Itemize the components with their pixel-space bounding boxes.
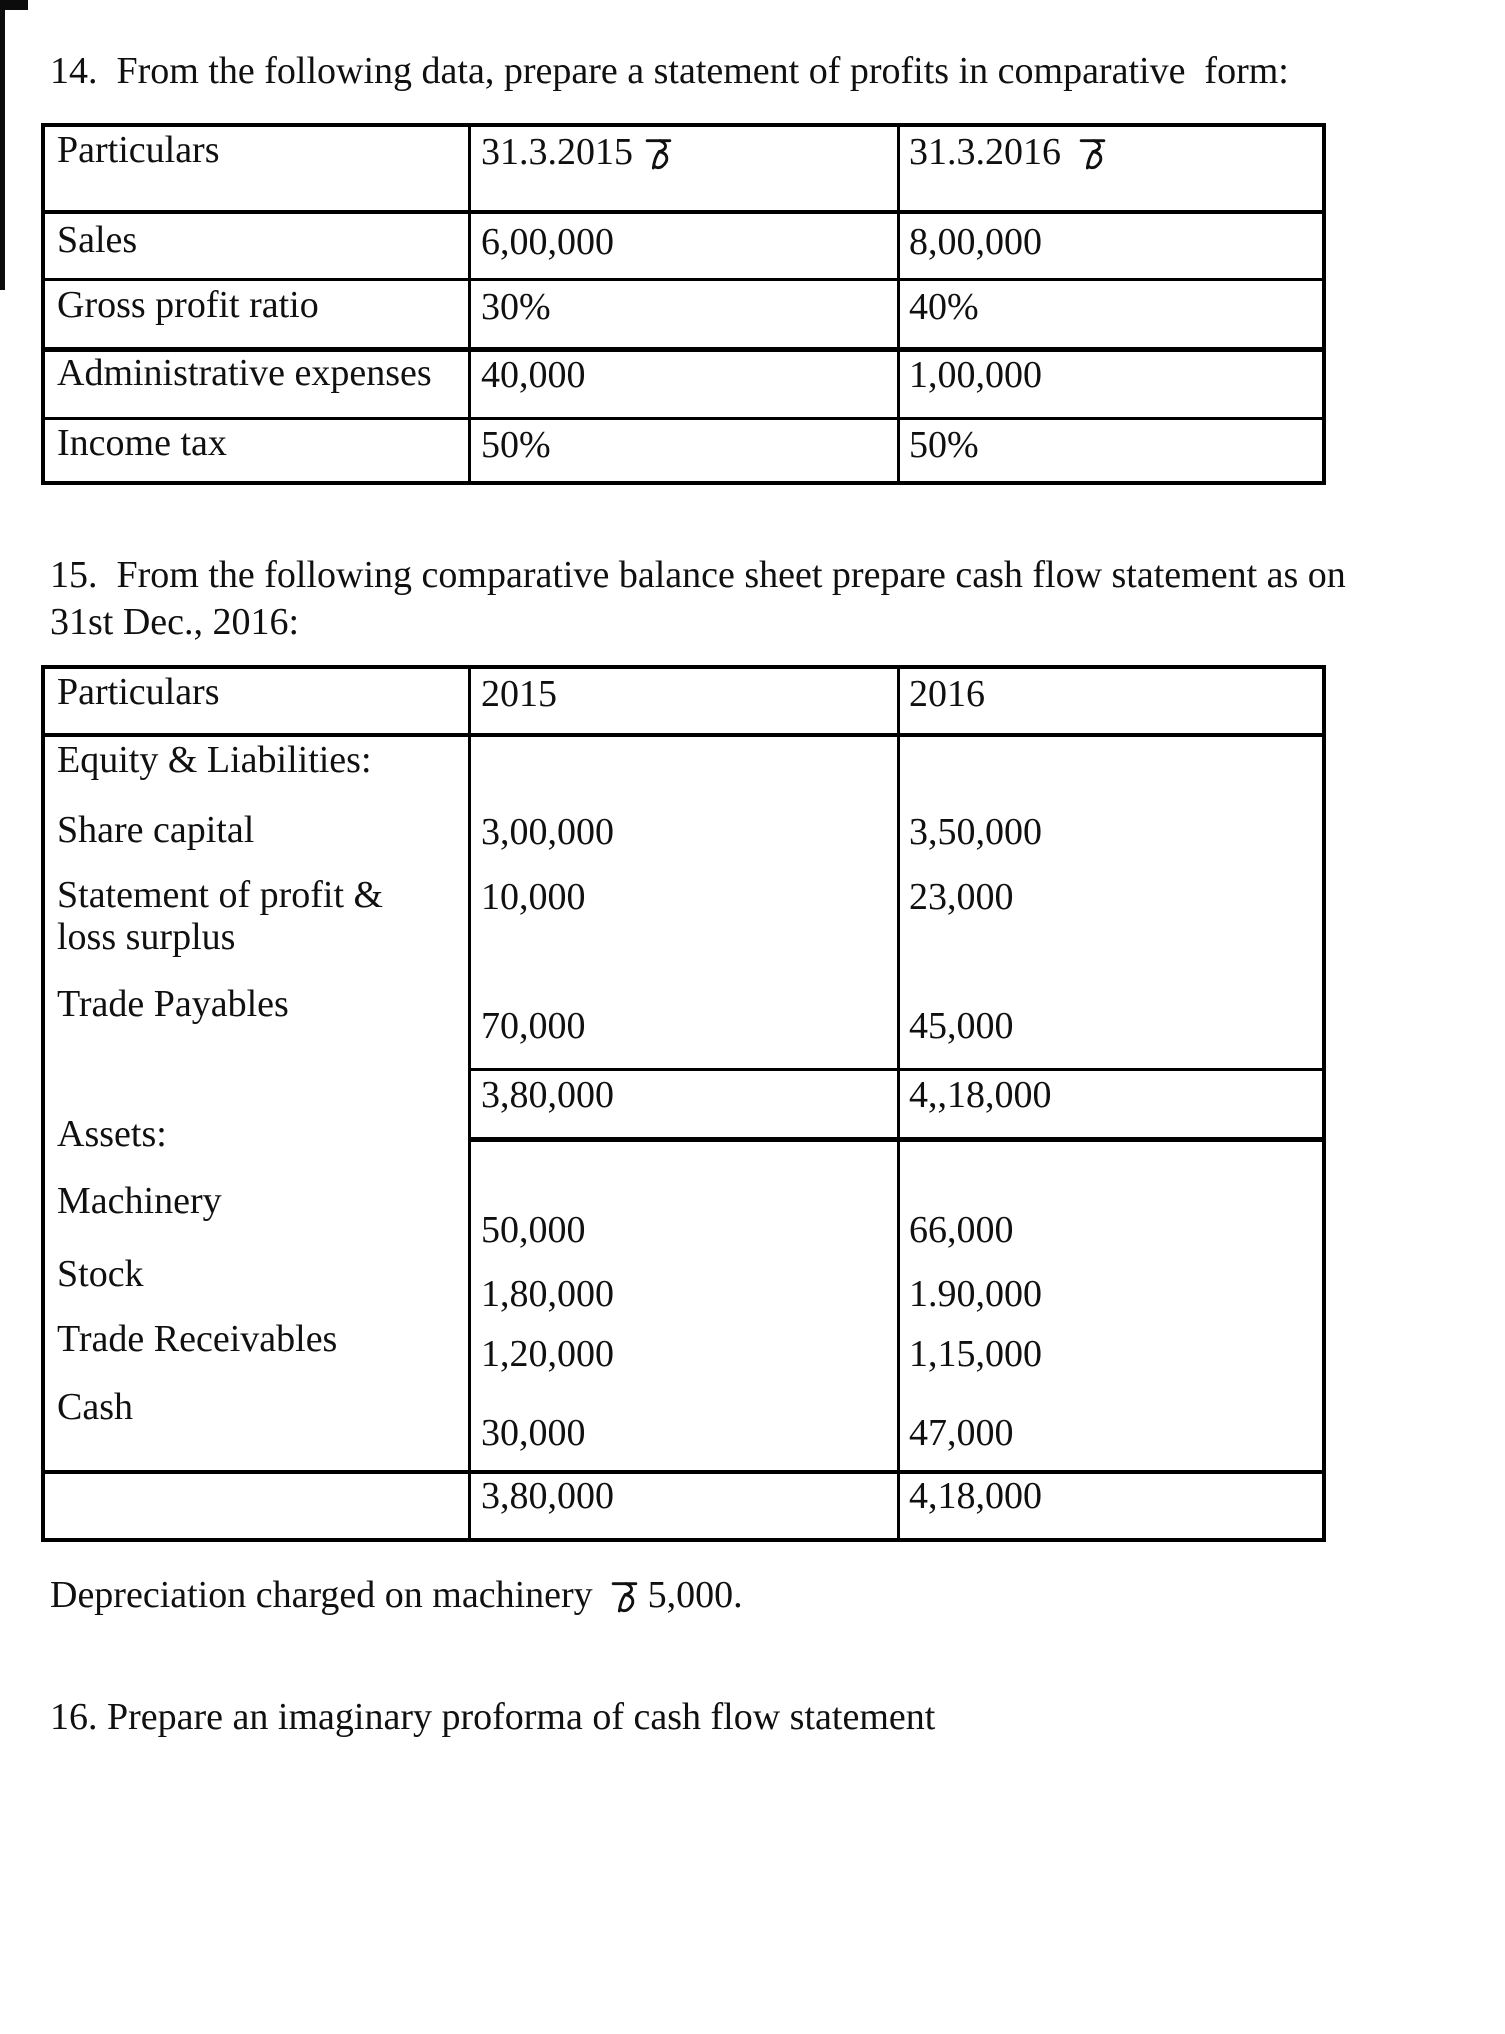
table1-column-divider-2 (897, 127, 900, 481)
row-machinery-2016: 66,000 (909, 1209, 1014, 1251)
row-cash-2016: 47,000 (909, 1412, 1014, 1454)
row-trade-receivables-2015: 1,20,000 (481, 1333, 614, 1375)
row-machinery-2015: 50,000 (481, 1209, 586, 1251)
row-pl-surplus-label-line2: loss surplus (57, 916, 236, 958)
row-share-capital-label: Share capital (57, 809, 255, 851)
row-admin-expenses-2016: 1,00,000 (909, 354, 1042, 396)
table1-header-2015-date: 31.3.2015 (481, 131, 633, 173)
table2-column-divider-1 (468, 669, 471, 1538)
table1-column-divider-1 (468, 127, 471, 481)
comparative-profits-table (41, 123, 1326, 485)
row-sales-label: Sales (57, 219, 138, 261)
row-sales-2015: 6,00,000 (481, 221, 614, 263)
total-2016: 4,18,000 (909, 1475, 1042, 1517)
row-pl-surplus-2015: 10,000 (481, 876, 586, 918)
row-sales-2016: 8,00,000 (909, 221, 1042, 263)
table1-header-rule (45, 210, 1322, 214)
table1-row-rule-3 (45, 417, 1322, 420)
table2-header-2015: 2015 (481, 673, 557, 715)
depreciation-note-text: Depreciation charged on machinery (50, 1574, 593, 1616)
row-pl-surplus-2016: 23,000 (909, 876, 1014, 918)
row-gross-profit-label: Gross profit ratio (57, 284, 319, 326)
equity-liabilities-heading: Equity & Liabilities: (57, 739, 372, 781)
table1-header-2016 (909, 131, 1106, 175)
row-trade-payables-2015: 70,000 (481, 1005, 586, 1047)
question-15-title-line1: 15. From the following comparative balance sheet prepare cash flow statement as on (50, 554, 1346, 596)
table2-total-rule (45, 1470, 1322, 1474)
row-share-capital-2015: 3,00,000 (481, 811, 614, 853)
row-trade-payables-2016: 45,000 (909, 1005, 1014, 1047)
row-cash-2015: 30,000 (481, 1412, 586, 1454)
scan-artifact-left-edge (0, 4, 5, 290)
row-share-capital-2016: 3,50,000 (909, 811, 1042, 853)
subtotal-2015: 3,80,000 (481, 1074, 614, 1116)
depreciation-note-amount: 5,000. (647, 1574, 743, 1616)
row-admin-expenses-2015: 40,000 (481, 354, 586, 396)
rupee-icon (1079, 136, 1106, 171)
table2-subtotal-bottom-rule (468, 1137, 1322, 1142)
table2-subtotal-top-rule (468, 1068, 1322, 1071)
question-15-title-line2: 31st Dec., 2016: (50, 601, 300, 643)
row-trade-receivables-2016: 1,15,000 (909, 1333, 1042, 1375)
row-stock-2015: 1,80,000 (481, 1273, 614, 1315)
comparative-balance-sheet-table (41, 665, 1326, 1542)
assets-heading: Assets: (57, 1113, 167, 1155)
table1-row-rule-1 (45, 278, 1322, 281)
row-gross-profit-2016: 40% (909, 286, 979, 328)
row-admin-expenses-label: Administrative expenses (57, 352, 432, 394)
question-14-title: 14. From the following data, prepare a statement of profits in comparative form: (50, 50, 1289, 92)
row-cash-label: Cash (57, 1386, 133, 1428)
table2-column-divider-2 (897, 669, 900, 1538)
table2-header-2016: 2016 (909, 673, 985, 715)
rupee-icon (611, 1579, 638, 1614)
depreciation-note (50, 1574, 743, 1618)
row-machinery-label: Machinery (57, 1180, 222, 1222)
subtotal-2016: 4,,18,000 (909, 1074, 1052, 1116)
table2-header-rule (45, 733, 1322, 737)
row-income-tax-2016: 50% (909, 424, 979, 466)
row-income-tax-label: Income tax (57, 422, 227, 464)
rupee-icon (645, 136, 672, 171)
table2-header-particulars: Particulars (57, 671, 220, 713)
row-income-tax-2015: 50% (481, 424, 551, 466)
row-stock-label: Stock (57, 1253, 144, 1295)
question-16-title: 16. Prepare an imaginary proforma of cash flow statement (50, 1696, 936, 1738)
table1-header-2016-date: 31.3.2016 (909, 131, 1061, 173)
row-pl-surplus-label-line1: Statement of profit & (57, 874, 384, 916)
table1-header-particulars: Particulars (57, 129, 220, 171)
table1-header-2015 (481, 131, 672, 175)
row-gross-profit-2015: 30% (481, 286, 551, 328)
row-trade-payables-label: Trade Payables (57, 983, 289, 1025)
row-trade-receivables-label: Trade Receivables (57, 1318, 338, 1360)
total-2015: 3,80,000 (481, 1475, 614, 1517)
row-stock-2016: 1.90,000 (909, 1273, 1042, 1315)
